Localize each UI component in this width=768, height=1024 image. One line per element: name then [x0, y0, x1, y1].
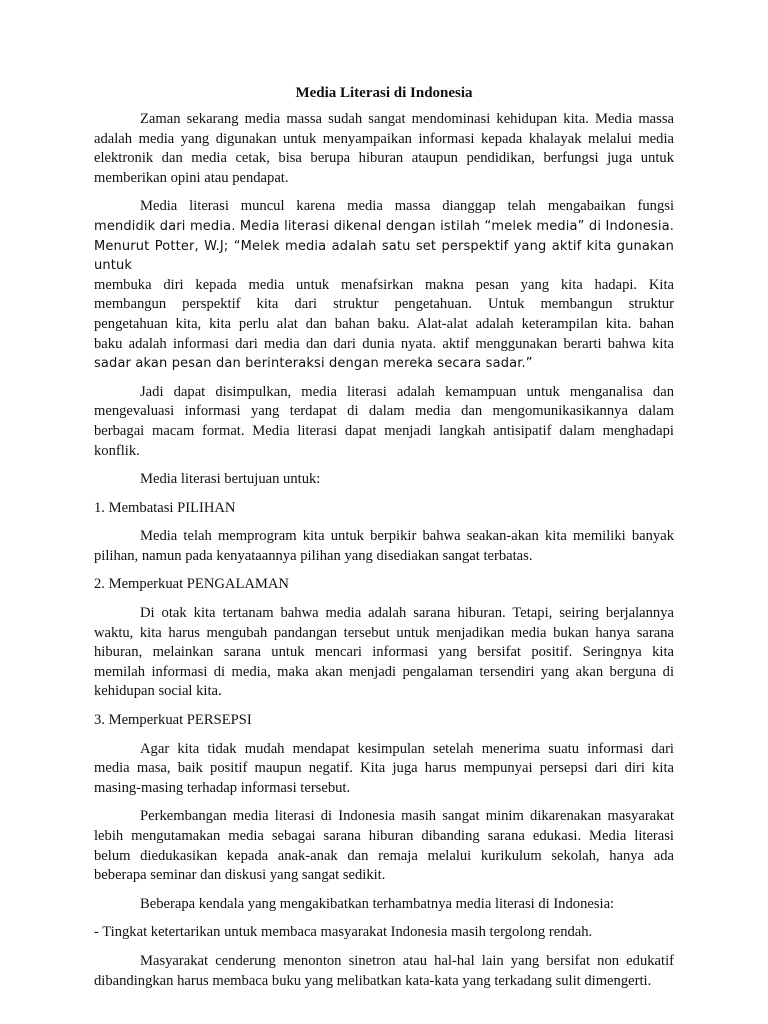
- text-line: Media telah memprogram kita untuk berpikir bahwa seakan-akan kita memiliki banyak: [140, 528, 674, 545]
- text-line: memberikan opini atau pendapat.: [94, 169, 289, 186]
- paragraph-conclusion: [94, 383, 674, 461]
- paragraph-goal-1: [94, 527, 674, 566]
- paragraph-definition: [94, 197, 674, 373]
- text-line: Masyarakat cenderung menonton sinetron atau hal-hal lain yang bersifat non edukatif: [140, 952, 674, 969]
- text-line: Jadi dapat disimpulkan, media literasi adalah kemampuan untuk menganalisa dan: [140, 383, 674, 400]
- text-line: mengevaluasi informasi yang terdapat di dalam media dan mengomunikasikannya dalam: [94, 403, 674, 420]
- paragraph-goals-intro: Media literasi bertujuan untuk:: [140, 471, 321, 488]
- text-line: membuka diri kepada media untuk menafsirkan makna pesan yang kita hadapi. Kita: [94, 276, 674, 293]
- text-line: elektronik dan media cetak, bisa berupa hiburan ataupun pendidikan, berfungsi juga untuk: [94, 150, 674, 167]
- text-line: dibandingkan harus membaca buku yang melibatkan kata-kata yang terkadang sulit dimengerti.: [94, 972, 652, 989]
- paragraph-intro: [94, 110, 674, 188]
- text-line: adalah media yang digunakan untuk menyampaikan informasi kepada khalayak melalui media: [94, 130, 674, 147]
- paragraph-development: [94, 807, 674, 885]
- document-page: [94, 84, 674, 1000]
- list-heading-1: 1. Membatasi PILIHAN: [94, 499, 236, 516]
- text-line: hiburan, melainkan sarana untuk mencari informasi yang bersifat positif. Seringnya kita: [94, 644, 674, 661]
- text-line: media masa, baik positif maupun negatif. Kita juga harus mempunyai persepsi dari diri kita: [94, 760, 674, 777]
- text-line: berbagai macam format. Media literasi dapat menjadi langkah antisipatif dalam menghadapi: [94, 422, 674, 439]
- text-line: pengetahuan kita, kita perlu alat dan bahan baku. Alat-alat adalah keterampilan kita. bahan: [94, 315, 674, 332]
- paragraph-goal-3: [94, 740, 674, 799]
- text-line: Media literasi muncul karena media massa dianggap telah mengabaikan fungsi: [140, 198, 674, 215]
- text-line: memilah informasi di media, maka akan menjadi pengalaman tersendiri yang akan berguna di: [94, 663, 674, 680]
- text-line: membangun perspektif kita dari struktur pengetahuan. Untuk membangun struktur: [94, 296, 674, 313]
- text-line: waktu, kita harus mengubah pandangan tersebut untuk menjadikan media bukan hanya sarana: [94, 624, 674, 641]
- text-line: kehidupan social kita.: [94, 683, 222, 700]
- text-line: Perkembangan media literasi di Indonesia masih sangat minim dikarenakan masyarakat: [140, 808, 674, 825]
- list-heading-2: 2. Memperkuat PENGALAMAN: [94, 576, 289, 593]
- bullet-item-1: - Tingkat ketertarikan untuk membaca masyarakat Indonesia masih tergolong rendah.: [94, 924, 593, 941]
- text-line: Zaman sekarang media massa sudah sangat mendominasi kehidupan kita. Media massa: [140, 111, 674, 127]
- text-line: Agar kita tidak mudah mendapat kesimpulan setelah menerima suatu informasi dari: [140, 740, 674, 757]
- text-line: Di otak kita tertanam bahwa media adalah sarana hiburan. Tetapi, seiring berjalannya: [140, 605, 674, 622]
- text-line: belum diedukasikan kepada anak-anak dan remaja melalui kurikulum sekolah, hanya ada: [94, 847, 674, 864]
- text-line: lebih mengutamakan media sebagai sarana hiburan dibanding sarana edukasi. Media literasi: [94, 828, 674, 844]
- text-line: baku adalah informasi dari media dan dari dunia nyata. aktif menggunakan berarti bahwa kita: [94, 335, 674, 352]
- document-title: Media Literasi di Indonesia: [295, 85, 473, 101]
- paragraph-obstacles-intro: Beberapa kendala yang mengakibatkan terhambatnya media literasi di Indonesia:: [140, 895, 615, 912]
- paragraph-obstacle-1: [94, 952, 674, 991]
- text-line: Menurut Potter, W.J; “Melek media adalah satu set perspektif yang aktif kita gunakan untuk: [94, 238, 674, 274]
- text-line: konflik.: [94, 442, 140, 459]
- paragraph-goal-2: [94, 604, 674, 702]
- text-line: beberapa seminar dan diskusi yang sangat sedikit.: [94, 867, 386, 884]
- text-line: sadar akan pesan dan berinteraksi dengan mereka secara sadar.”: [94, 356, 533, 372]
- text-line: masing-masing terhadap informasi tersebut.: [94, 779, 351, 796]
- list-heading-3: 3. Memperkuat PERSEPSI: [94, 712, 252, 729]
- text-line: mendidik dari media. Media literasi dikenal dengan istilah “melek media” di Indonesia.: [94, 218, 674, 234]
- text-line: pilihan, namun pada kenyataannya pilihan yang disediakan sangat terbatas.: [94, 547, 533, 564]
